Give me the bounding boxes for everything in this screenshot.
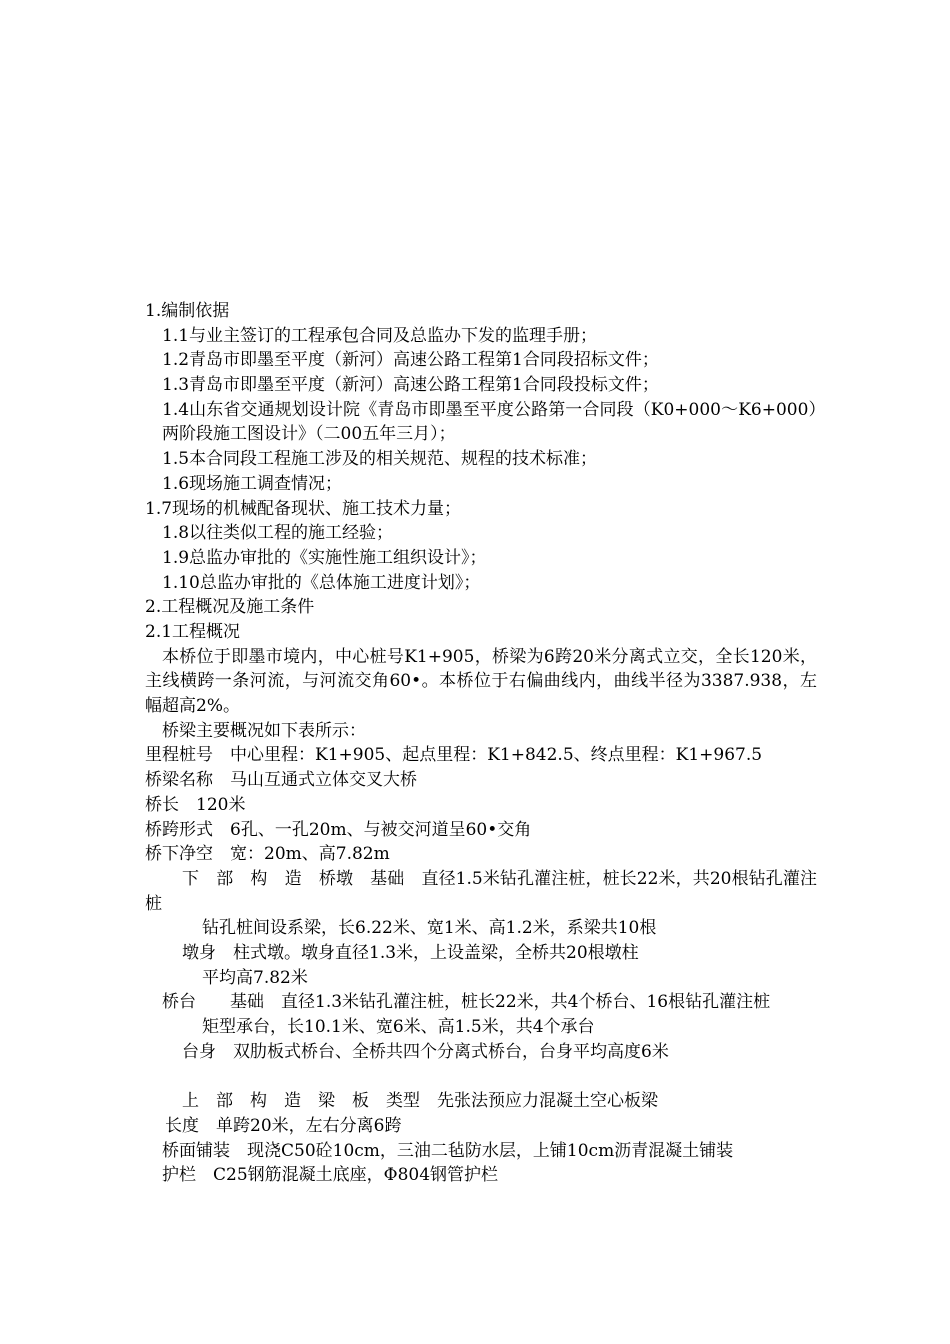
table-intro: 桥梁主要概况如下表所示： xyxy=(162,720,366,741)
basis-item-1-3: 1.3青岛市即墨至平度（新河）高速公路工程第1合同段投标文件； xyxy=(162,375,659,396)
basis-item-1-9: 1.9总监办审批的《实施性施工组织设计》； xyxy=(162,547,487,568)
document-body xyxy=(145,299,817,1188)
row-mileage: 里程桩号 中心里程：K1+905、起点里程：K1+842.5、终点里程：K1+967.5 xyxy=(145,745,763,766)
row-substructure-pier-foundation: 下 部 构 造 桥墩 基础 直径1.5米钻孔灌注桩，桩长22米，共20根钻孔灌注桩 xyxy=(145,868,817,914)
basis-item-1-10: 1.10总监办审批的《总体施工进度计划》； xyxy=(162,572,481,593)
row-clearance: 桥下净空 宽：20m、高7.82m xyxy=(145,844,390,865)
row-abutment-foundation xyxy=(145,990,817,1015)
row-span-form: 桥跨形式 6孔、一孔20m、与被交河道呈60•交角 xyxy=(145,819,532,840)
basis-item-1-1: 1.1与业主签订的工程承包合同及总监办下发的监理手册； xyxy=(162,325,598,346)
row-pile-cap: 矩型承台，长10.1米、宽6米、高1.5米，共4个承台 xyxy=(202,1017,595,1038)
basis-item-1-4: 1.4山东省交通规划设计院《青岛市即墨至平度公路第一合同段（K0+000～K6+000）两阶段施工图设计》（二00五年三月）； xyxy=(162,399,817,445)
basis-item-1-5: 1.5本合同段工程施工涉及的相关规范、规程的技术标准； xyxy=(162,449,598,470)
blank-line xyxy=(145,1064,817,1089)
basis-item-1-8: 1.8以往类似工程的施工经验； xyxy=(162,523,394,544)
row-bridge-length: 桥长 120米 xyxy=(145,794,246,815)
row-pier-average-height: 平均高7.82米 xyxy=(202,967,308,988)
basis-item-1-6: 1.6现场施工调查情况； xyxy=(162,473,343,494)
heading-1: 1.编制依据 xyxy=(145,301,230,321)
row-pier-body: 墩身 柱式墩。墩身直径1.3米，上设盖梁，全桥共20根墩柱 xyxy=(182,942,639,963)
overview-paragraph: 本桥位于即墨市境内，中心桩号K1+905，桥梁为6跨20米分离式立交，全长120米，主线横跨一条河流，与河流交角60•。本桥位于右偏曲线内，曲线半径为3387.938，左幅超高2%。 xyxy=(145,646,817,717)
basis-item-1-7: 1.7现场的机械配备现状、施工技术力量； xyxy=(145,498,462,519)
basis-item-1-2: 1.2青岛市即墨至平度（新河）高速公路工程第1合同段招标文件； xyxy=(162,350,659,371)
heading-2-1: 2.1工程概况 xyxy=(145,621,241,642)
row-abutment-body: 台身 双肋板式桥台、全桥共四个分离式桥台，台身平均高度6米 xyxy=(182,1041,669,1062)
abutment-foundation-text: 桥台 基础 直径1.3米钻孔灌注桩，桩长22米，共4个桥台、16根钻孔灌注桩 xyxy=(162,992,771,1013)
heading-2: 2.工程概况及施工条件 xyxy=(145,597,315,618)
row-deck-pavement: 桥面铺装 现浇C50砼10cm，三油二毡防水层，上铺10cm沥青混凝土铺装 xyxy=(162,1140,734,1161)
row-bridge-name: 桥梁名称 马山互通式立体交叉大桥 xyxy=(145,770,417,791)
row-girder-length: 长度 单跨20米，左右分离6跨 xyxy=(165,1115,402,1136)
row-guardrail: 护栏 C25钢筋混凝土底座，Φ804钢管护栏 xyxy=(162,1165,499,1186)
row-superstructure-type: 上 部 构 造 梁 板 类型 先张法预应力混凝土空心板梁 xyxy=(182,1091,658,1112)
row-tie-beam: 钻孔桩间设系梁，长6.22米、宽1米、高1.2米，系梁共10根 xyxy=(202,918,657,939)
